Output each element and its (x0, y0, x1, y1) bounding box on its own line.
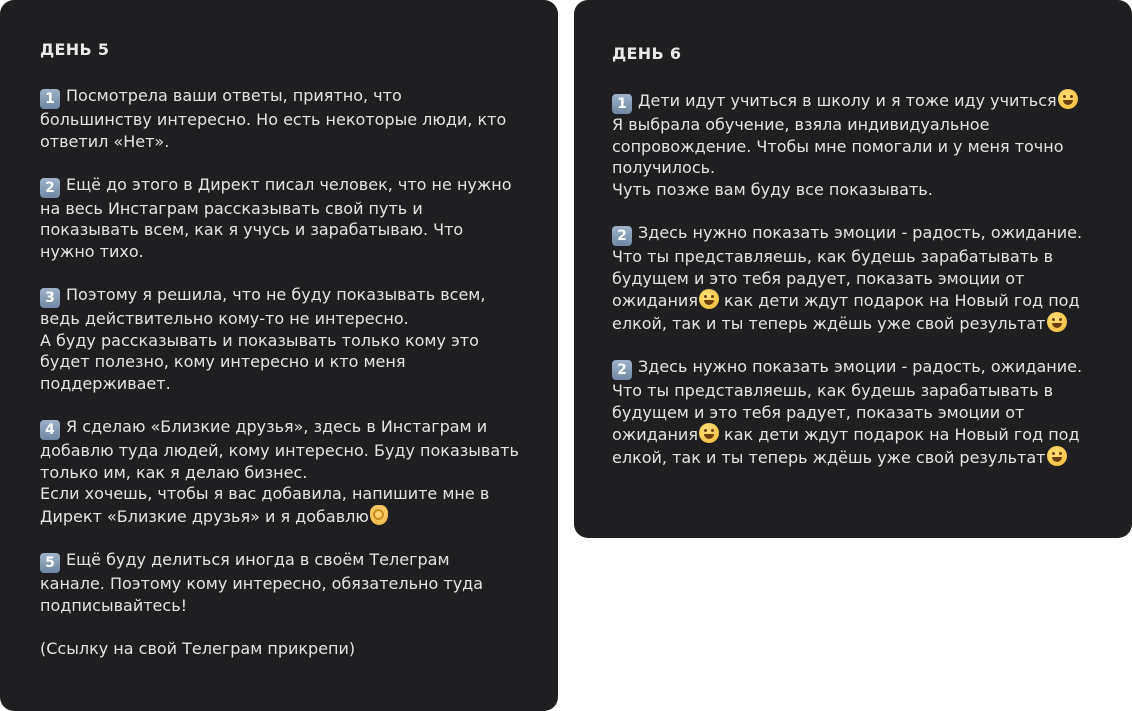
keycap-2-icon: 2 (40, 178, 60, 198)
star-struck-face-icon (1047, 446, 1067, 466)
smiling-blush-face-icon (699, 423, 719, 443)
star-struck-face-icon (1047, 312, 1067, 332)
day-6-item-2-text-a: Здесь нужно показать эмоции - радость, ожидание. Что ты представляешь, как будешь зарабатывать в будущем и это тебя радует, показать эмоции от ожидания (612, 222, 1083, 311)
day-5-footer: (Ссылку на свой Телеграм прикрепи) (40, 638, 356, 658)
day-5-item-2-text: Ещё до этого в Директ писал человек, что не нужно на весь Инстаграм рассказывать свой путь и показывать всем, как я учусь и зарабатываю. Что нужно тихо. (40, 174, 512, 261)
keycap-2-icon: 2 (612, 360, 632, 380)
day-6-item-2 (612, 222, 1112, 334)
day-5-item-3 (40, 284, 538, 394)
day-5-item-4 (40, 416, 538, 527)
keycap-5-icon: 5 (40, 553, 60, 573)
keycap-1-icon: 1 (612, 94, 632, 114)
keycap-4-icon: 4 (40, 420, 60, 440)
day-6-item-1-text: Я выбрала обучение, взяла индивидуальное сопровождение. Чтобы мне помогали и у меня точно получилось. Чуть позже вам буду все показывать. (612, 115, 1064, 199)
smiling-blush-face-icon (699, 289, 719, 309)
day-6-item-3 (612, 356, 1112, 468)
keycap-1-icon: 1 (40, 89, 60, 109)
day-5-item-5-text: Ещё буду делиться иногда в своём Телеграм канале. Поэтому кому интересно, обязательно туда подписывайтесь! (40, 550, 484, 615)
laughing-face-icon (1058, 89, 1078, 109)
day-5-item-4-text: Я сделаю «Близкие друзья», здесь в Инстаграм и добавлю туда людей, кому интересно. Буду показывать только им, как я делаю бизнес. Если хочешь, чтобы я вас добавила, напишите мне в Директ «Близкие друзья» и я добавлю (40, 417, 519, 526)
keycap-3-icon: 3 (40, 288, 60, 308)
day-5-item-1 (40, 85, 538, 152)
day-5-item-5 (40, 549, 538, 616)
day-6-item-2-text-b: как дети ждут подарок на Новый год под елкой, так и ты теперь ждёшь уже свой результат (612, 291, 1080, 333)
day-5-item-3-text: Поэтому я решила, что не буду показывать всем, ведь действительно кому-то не интересно. А буду рассказывать и показывать только кому это будет полезно, кому интересно и кто меня поддерживает. (40, 285, 486, 393)
day-5-item-1-text: Посмотрела ваши ответы, приятно, что большинству интересно. Но есть некоторые люди, кто ответил «Нет». (40, 86, 507, 151)
keycap-2-icon: 2 (612, 226, 632, 246)
day-5-card (0, 0, 558, 711)
ok-hand-icon (370, 505, 388, 525)
day-5-title: ДЕНЬ 5 (40, 40, 110, 59)
day-6-item-1 (612, 89, 1112, 200)
day-6-item-1-first-line: Дети идут учиться в школу и я тоже иду учиться (638, 91, 1057, 110)
day-6-item-3-text-b: как дети ждут подарок на Новый год под елкой, так и ты теперь ждёшь уже свой результат (612, 425, 1080, 467)
day-6-item-3-text-a: Здесь нужно показать эмоции - радость, ожидание. Что ты представляешь, как будешь зарабатывать в будущем и это тебя радует, показать эмоции от ожидания (612, 356, 1083, 445)
day-6-card (574, 0, 1132, 538)
day-6-title: ДЕНЬ 6 (612, 44, 682, 63)
day-5-item-2 (40, 174, 538, 263)
